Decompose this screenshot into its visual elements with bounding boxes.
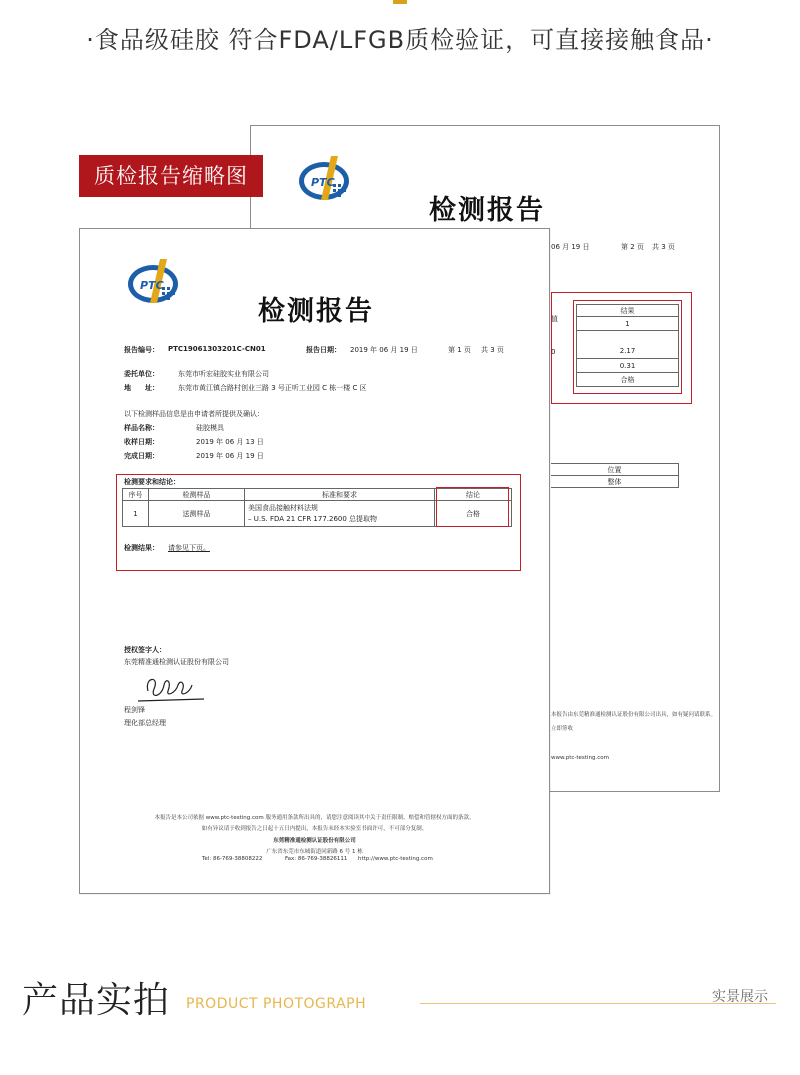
page-footer-address: 广东省东莞市东城街道同新路 6 号 1 栋 [266,849,363,855]
col-header: 标准和要求 [245,489,435,501]
page-footer-note: 本报告是本公司依据 www.ptc-testing.com 服务通用条款所出具的，请您注意阅读其中关于责任限制、赔偿和管辖权方面的条款。 [154,815,475,821]
result-label: 检测结果： [124,544,159,552]
doc-title: 检测报告 [429,195,545,226]
complete-date-label: 完成日期： [124,452,159,460]
result-value: 1 [577,317,679,331]
address: 东莞市黄江镇合路村创业三路 3 号正听工业园 C 栋一楼 C 区 [178,384,367,392]
signer-title: 理化部总经理 [124,719,166,727]
info-intro: 以下检测样品信息是由申请者所提供及确认： [124,410,264,418]
report-no-label: 报告编号： [124,346,159,354]
report-thumbnail-badge: 质检报告缩略图 [79,155,263,197]
report-page-1 [79,228,550,894]
page-footer-company: 东莞精准通检测认证股份有限公司 [273,838,356,844]
result-value: 合格 [577,373,679,387]
col-header: 序号 [123,489,149,501]
page-footer-web: http://www.ptc-testing.com [358,856,433,862]
conclusion-cell-highlight [436,487,509,527]
back-note: 本报告由东莞精准通检测认证股份有限公司出具，如有疑问请联系。 [551,712,717,718]
back-note: 立即签收 [551,726,574,732]
doc-title: 检测报告 [258,296,374,327]
logo-text: PTC [311,176,335,189]
back-website: www.ptc-testing.com [551,755,609,761]
position-table [551,463,679,488]
column-fragment: 值 [551,315,558,323]
position-value: 整体 [551,476,679,488]
client-label: 委托单位： [124,370,159,378]
page-total: 共 3 页 [481,346,504,354]
signature [138,671,208,705]
result-text: 请参见下页。 [168,544,210,552]
standard-line: 美国食品接触材料法规 [248,503,318,512]
row-no: 1 [123,501,149,527]
req-heading: 检测要求和结论： [124,478,180,486]
row-sample: 送测样品 [149,501,245,527]
row-conclusion: 合格 [435,501,512,527]
standard-line: – U.S. FDA 21 CFR 177.2600 总提取物 [248,514,378,523]
result-table [576,304,679,387]
receive-date-label: 收样日期： [124,438,159,446]
company-name: 东莞精准通检测认证股份有限公司 [124,658,229,666]
page-footer-note: 如有异议请于收到报告之日起十五日内提出，本报告未经本实验室书面许可，不可部分复制。 [201,826,428,832]
page-footer-fax: Fax: 86-769-38826111 [285,856,348,862]
top-accent-bar [393,0,407,4]
report-date: 2019 年 06 月 19 日 [350,346,418,354]
ptc-logo-icon [126,257,184,309]
report-date: 06 月 19 日 [551,243,590,251]
page-total: 共 3 页 [652,243,675,251]
receive-date: 2019 年 06 月 13 日 [196,438,264,446]
page-number: 第 1 页 [448,346,471,354]
row-standard [245,501,435,527]
col-header: 检测样品 [149,489,245,501]
sample-name-label: 样品名称： [124,424,159,432]
complete-date: 2019 年 06 月 19 日 [196,452,264,460]
client-name: 东莞市听宏硅胶实业有限公司 [178,370,269,378]
section-title: 产品实拍 [22,980,171,1021]
signatory-label: 授权签字人： [124,646,166,654]
signer-name: 程剑锋 [124,706,145,714]
report-date-label: 报告日期： [306,346,341,354]
col-header: 结论 [435,489,512,501]
result-header: 结果 [577,305,679,317]
section-tag: 实景展示 [712,989,768,1005]
sample-name: 硅胶模具 [196,424,224,432]
address-label: 地 址： [124,384,159,392]
section-subtitle: PRODUCT PHOTOGRAPH [186,996,367,1012]
page-footer-tel: Tel: 86-769-38808222 [202,856,263,862]
ptc-logo-icon [297,154,355,206]
result-value: 0.31 [577,359,679,373]
report-no: PTC19061303201C-CN01 [168,345,266,353]
logo-text: PTC [140,279,164,292]
value-fragment: 0 [551,348,556,356]
result-value: 2.17 [577,345,679,359]
position-header: 位置 [551,464,679,476]
page-number: 第 2 页 [621,243,644,251]
page-headline: ·食品级硅胶 符合FDA/LFGB质检验证，可直接接触食品· [86,26,714,54]
